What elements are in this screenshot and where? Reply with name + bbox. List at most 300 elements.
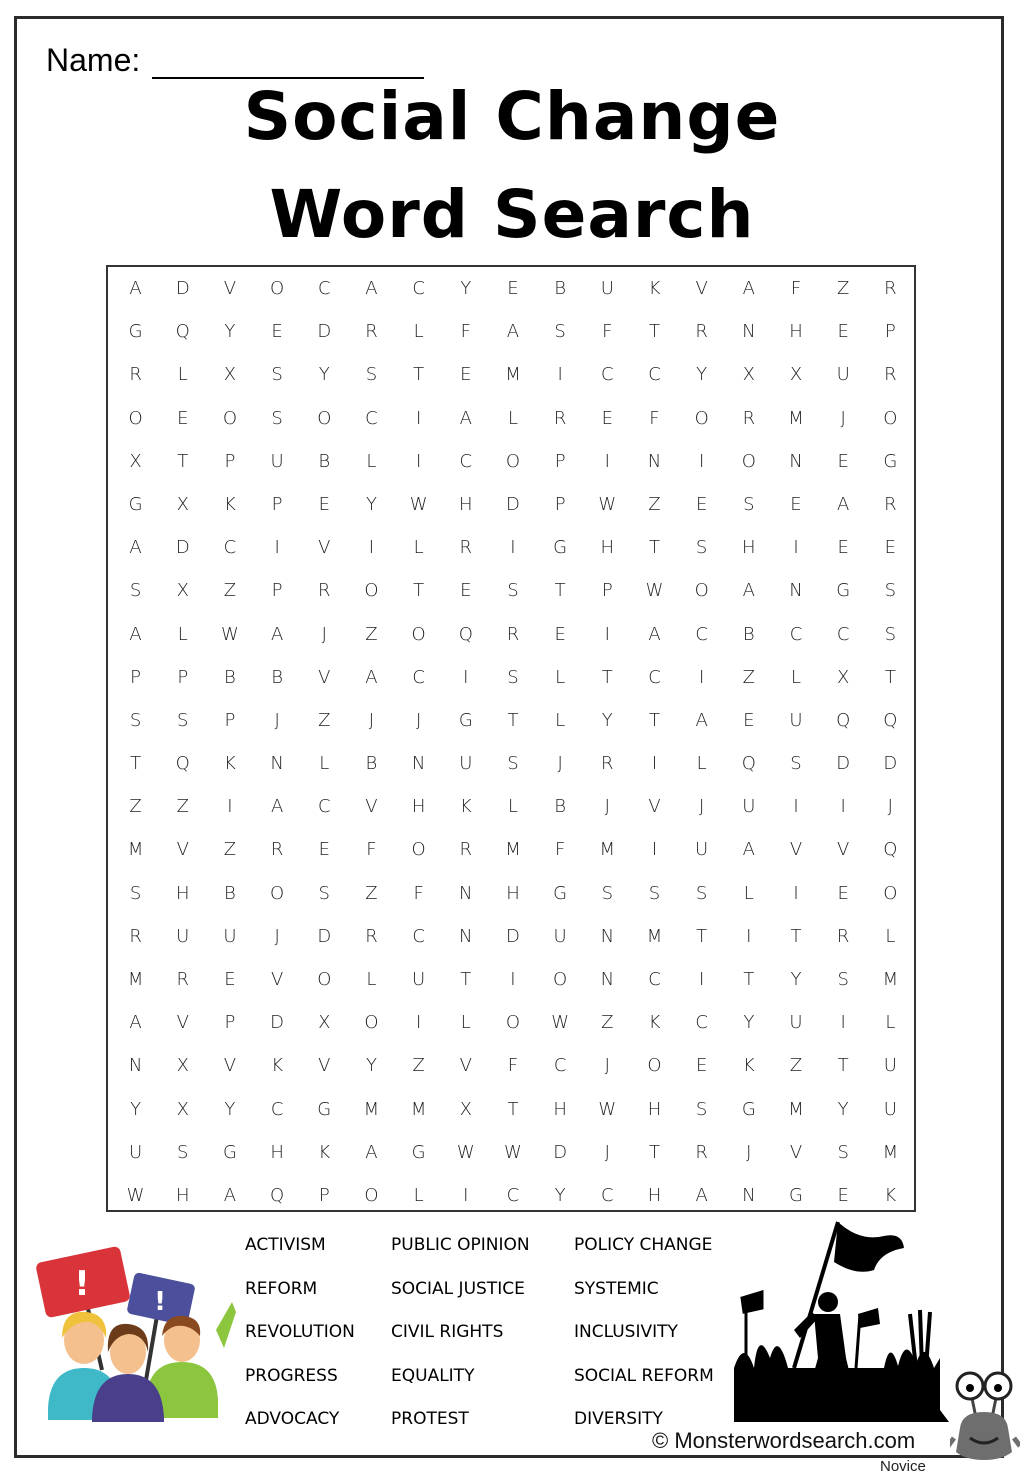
letter-grid[interactable] [106,265,916,1212]
grid-cell[interactable]: G [553,537,568,559]
grid-cell[interactable]: E [271,321,283,343]
grid-cell[interactable]: W [645,580,664,602]
grid-cell[interactable]: N [600,925,615,947]
grid-cell[interactable]: P [224,450,236,472]
grid-cell[interactable]: G [458,709,473,731]
grid-cell[interactable]: A [506,321,520,343]
grid-cell[interactable]: S [648,882,661,904]
grid-cell[interactable]: E [460,364,472,386]
grid-cell[interactable]: A [129,1012,142,1034]
grid-cell[interactable]: S [884,623,897,645]
grid-cell[interactable]: C [648,666,661,688]
grid-cell[interactable]: V [789,839,803,861]
grid-cell[interactable]: D [506,925,520,947]
grid-cell[interactable]: T [648,1141,660,1163]
grid-cell[interactable]: T [413,364,425,386]
grid-cell[interactable]: Y [601,709,613,731]
grid-cell[interactable]: D [175,278,190,299]
grid-cell[interactable]: I [510,969,516,990]
grid-cell[interactable]: Z [223,839,237,861]
grid-cell[interactable]: B [554,796,567,818]
grid-cell[interactable]: W [456,1141,475,1163]
grid-cell[interactable]: O [505,450,521,472]
grid-cell[interactable]: O [270,278,285,299]
grid-cell[interactable]: E [695,1055,708,1077]
grid-cell[interactable]: S [129,709,142,731]
grid-cell[interactable]: M [646,925,663,947]
grid-cell[interactable]: E [177,407,189,429]
grid-cell[interactable]: U [789,1012,803,1034]
grid-cell[interactable]: R [270,839,284,861]
grid-cell[interactable]: J [840,407,846,429]
grid-cell[interactable]: S [884,580,897,602]
grid-cell[interactable]: A [742,839,755,861]
grid-cell[interactable]: P [224,709,236,731]
grid-cell[interactable]: M [788,1098,804,1120]
grid-cell[interactable]: C [412,925,425,947]
grid-cell[interactable]: L [319,753,330,775]
grid-cell[interactable]: L [885,925,896,947]
grid-cell[interactable]: V [223,1055,237,1077]
grid-cell[interactable]: X [223,364,237,386]
grid-cell[interactable]: P [884,321,896,343]
grid-cell[interactable]: O [270,882,285,904]
grid-cell[interactable]: E [837,1184,849,1206]
grid-cell[interactable]: I [463,666,469,688]
grid-cell[interactable]: R [365,925,378,947]
grid-cell[interactable]: E [837,321,849,343]
grid-cell[interactable]: L [177,364,188,386]
grid-cell[interactable]: C [412,666,425,688]
grid-cell[interactable]: O [317,407,332,429]
grid-cell[interactable]: I [651,753,658,775]
grid-cell[interactable]: U [600,278,614,299]
grid-cell[interactable]: D [175,537,190,559]
grid-cell[interactable]: M [363,1098,380,1120]
grid-cell[interactable]: C [601,364,614,386]
grid-cell[interactable]: Y [130,1098,142,1120]
grid-cell[interactable]: D [883,753,898,775]
grid-cell[interactable]: C [365,407,378,429]
grid-cell[interactable]: H [175,1184,190,1206]
grid-cell[interactable]: R [129,925,142,947]
grid-cell[interactable]: H [647,1098,662,1120]
grid-cell[interactable]: E [743,709,755,731]
grid-cell[interactable]: Z [223,580,237,602]
grid-cell[interactable]: M [505,839,521,861]
grid-cell[interactable]: A [459,407,472,429]
grid-cell[interactable]: S [601,882,614,904]
grid-cell[interactable]: U [836,364,850,386]
grid-cell[interactable]: K [884,1184,897,1206]
grid-cell[interactable]: A [129,623,142,645]
grid-cell[interactable]: Y [696,364,708,386]
grid-cell[interactable]: K [224,493,236,515]
grid-cell[interactable]: A [365,278,378,299]
grid-cell[interactable]: J [698,796,705,818]
grid-cell[interactable]: S [507,580,519,602]
grid-cell[interactable]: V [318,537,331,559]
grid-cell[interactable]: Q [883,709,898,731]
grid-cell[interactable]: C [317,278,331,299]
grid-cell[interactable]: N [459,882,473,904]
grid-cell[interactable]: Z [412,1055,425,1077]
grid-cell[interactable]: R [553,407,567,429]
grid-cell[interactable]: U [553,925,567,947]
grid-cell[interactable]: E [318,839,330,861]
grid-cell[interactable]: M [882,969,899,990]
grid-cell[interactable]: I [840,796,846,818]
grid-cell[interactable]: H [742,537,756,559]
grid-cell[interactable]: T [460,969,472,990]
grid-cell[interactable]: C [506,1184,520,1206]
grid-cell[interactable]: G [836,580,851,602]
grid-cell[interactable]: O [505,1012,521,1034]
grid-cell[interactable]: Q [458,623,473,645]
grid-cell[interactable]: V [648,796,661,818]
grid-cell[interactable]: C [648,969,661,990]
grid-cell[interactable]: T [413,580,425,602]
grid-cell[interactable]: Y [743,1012,755,1034]
grid-cell[interactable]: O [883,882,898,904]
grid-cell[interactable]: S [743,493,755,515]
grid-cell[interactable]: S [695,882,708,904]
grid-cell[interactable]: Z [365,623,378,645]
grid-cell[interactable]: J [274,709,280,731]
grid-cell[interactable]: K [271,1055,283,1077]
grid-cell[interactable]: S [129,580,142,602]
grid-cell[interactable]: R [695,1141,708,1163]
grid-cell[interactable]: H [459,493,473,515]
grid-cell[interactable]: A [129,278,142,299]
grid-cell[interactable]: Y [318,364,330,386]
grid-cell[interactable]: X [176,493,189,515]
grid-cell[interactable]: O [694,580,709,602]
grid-cell[interactable]: N [270,753,284,775]
grid-cell[interactable]: R [836,925,850,947]
grid-cell[interactable]: T [130,753,142,775]
grid-cell[interactable]: W [221,623,239,645]
grid-cell[interactable]: O [553,969,568,990]
grid-cell[interactable]: M [127,839,144,861]
grid-cell[interactable]: O [411,623,426,645]
grid-cell[interactable]: J [604,1055,610,1077]
grid-cell[interactable]: L [885,1012,896,1034]
grid-cell[interactable]: T [601,666,613,688]
grid-cell[interactable]: J [604,1141,610,1163]
grid-cell[interactable]: C [270,1098,284,1120]
grid-cell[interactable]: G [789,1184,803,1206]
grid-cell[interactable]: Q [741,753,756,775]
grid-cell[interactable]: H [553,1098,567,1120]
grid-cell[interactable]: N [128,1055,143,1077]
grid-cell[interactable]: L [413,537,424,559]
grid-cell[interactable]: Y [554,1184,566,1206]
grid-cell[interactable]: O [694,407,709,429]
grid-cell[interactable]: T [837,1055,849,1077]
grid-cell[interactable]: Z [318,709,331,731]
grid-cell[interactable]: I [557,364,563,386]
grid-cell[interactable]: N [789,450,803,472]
grid-cell[interactable]: T [507,709,519,731]
grid-cell[interactable]: I [698,450,705,472]
grid-cell[interactable]: R [365,321,378,343]
grid-cell[interactable]: G [222,1141,237,1163]
grid-cell[interactable]: J [321,623,327,645]
grid-cell[interactable]: Z [742,666,755,688]
grid-cell[interactable]: A [648,623,661,645]
grid-cell[interactable]: F [649,407,660,429]
grid-cell[interactable]: P [271,493,283,515]
grid-cell[interactable]: C [836,623,850,645]
grid-cell[interactable]: W [504,1141,522,1163]
grid-cell[interactable]: U [883,1055,897,1077]
grid-cell[interactable]: B [742,623,755,645]
grid-cell[interactable]: T [507,1098,519,1120]
grid-cell[interactable]: R [884,493,897,515]
grid-cell[interactable]: A [837,493,850,515]
grid-cell[interactable]: O [364,580,379,602]
grid-cell[interactable]: V [270,969,284,990]
grid-cell[interactable]: W [598,1098,617,1120]
grid-cell[interactable]: Y [224,1098,236,1120]
grid-cell[interactable]: E [554,623,566,645]
grid-cell[interactable]: U [789,709,803,731]
grid-cell[interactable]: L [507,407,518,429]
grid-cell[interactable]: R [459,839,473,861]
grid-cell[interactable]: B [224,882,236,904]
grid-cell[interactable]: E [884,537,897,559]
grid-cell[interactable]: S [365,364,378,386]
grid-cell[interactable]: E [837,450,849,472]
grid-cell[interactable]: S [318,882,330,904]
grid-cell[interactable]: I [651,839,658,861]
grid-cell[interactable]: N [647,450,662,472]
grid-cell[interactable]: P [554,450,566,472]
grid-cell[interactable]: E [695,493,708,515]
grid-cell[interactable]: R [695,321,708,343]
grid-cell[interactable]: A [129,537,142,559]
grid-cell[interactable]: T [648,709,660,731]
grid-cell[interactable]: B [318,450,331,472]
grid-cell[interactable]: E [318,493,330,515]
grid-cell[interactable]: D [506,493,520,515]
grid-cell[interactable]: G [128,321,143,343]
grid-cell[interactable]: S [177,709,189,731]
grid-cell[interactable]: O [883,407,898,429]
grid-cell[interactable]: A [223,1184,237,1206]
grid-cell[interactable]: C [553,1055,567,1077]
grid-cell[interactable]: U [128,1141,143,1163]
grid-cell[interactable]: A [742,278,755,299]
grid-cell[interactable]: Y [224,321,236,343]
grid-cell[interactable]: U [459,753,473,775]
grid-cell[interactable]: S [837,1141,849,1163]
grid-cell[interactable]: E [460,580,472,602]
grid-cell[interactable]: I [510,537,516,559]
grid-cell[interactable]: R [884,278,897,299]
grid-cell[interactable]: L [366,969,377,990]
grid-cell[interactable]: Y [837,1098,849,1120]
grid-cell[interactable]: C [695,1012,708,1034]
grid-cell[interactable]: Y [365,493,377,515]
grid-cell[interactable]: U [176,925,190,947]
grid-cell[interactable]: H [411,796,426,818]
grid-cell[interactable]: B [554,278,567,299]
grid-cell[interactable]: X [318,1012,331,1034]
grid-cell[interactable]: I [698,969,705,990]
grid-cell[interactable]: U [742,796,756,818]
grid-cell[interactable]: U [883,1098,897,1120]
grid-cell[interactable]: H [600,537,615,559]
grid-cell[interactable]: V [318,666,331,688]
grid-cell[interactable]: P [554,493,566,515]
grid-cell[interactable]: E [224,969,236,990]
grid-cell[interactable]: G [741,1098,756,1120]
grid-cell[interactable]: R [506,623,520,645]
grid-cell[interactable]: Q [270,1184,285,1206]
grid-cell[interactable]: I [463,1184,469,1206]
grid-cell[interactable]: F [554,839,566,861]
grid-cell[interactable]: L [790,666,801,688]
grid-cell[interactable]: R [601,753,614,775]
grid-cell[interactable]: L [507,796,518,818]
grid-cell[interactable]: R [129,364,142,386]
grid-cell[interactable]: R [318,580,331,602]
grid-cell[interactable]: P [271,580,283,602]
grid-cell[interactable]: A [695,709,708,731]
grid-cell[interactable]: Z [176,796,189,818]
grid-cell[interactable]: G [128,493,143,515]
grid-cell[interactable]: S [507,753,519,775]
grid-cell[interactable]: W [126,1184,145,1206]
grid-cell[interactable]: R [176,969,190,990]
grid-cell[interactable]: A [270,623,284,645]
grid-cell[interactable]: L [413,1184,424,1206]
grid-cell[interactable]: C [789,623,803,645]
grid-cell[interactable]: M [882,1141,899,1163]
grid-cell[interactable]: U [223,925,237,947]
grid-cell[interactable]: W [551,1012,570,1034]
grid-cell[interactable]: U [412,969,426,990]
grid-cell[interactable]: Z [789,1055,803,1077]
grid-cell[interactable]: C [695,623,708,645]
grid-cell[interactable]: I [368,537,375,559]
grid-cell[interactable]: J [604,796,610,818]
grid-cell[interactable]: X [742,364,755,386]
grid-cell[interactable]: V [837,839,850,861]
grid-cell[interactable]: D [317,925,332,947]
grid-cell[interactable]: X [176,1055,189,1077]
grid-cell[interactable]: F [602,321,613,343]
grid-cell[interactable]: T [648,537,660,559]
grid-cell[interactable]: N [742,1184,756,1206]
grid-cell[interactable]: R [884,364,897,386]
grid-cell[interactable]: Q [836,709,851,731]
grid-cell[interactable]: E [837,882,849,904]
grid-cell[interactable]: H [789,321,803,343]
grid-cell[interactable]: I [793,796,799,818]
grid-cell[interactable]: O [317,969,332,990]
grid-cell[interactable]: O [741,450,756,472]
grid-cell[interactable]: J [887,796,893,818]
grid-cell[interactable]: I [840,1012,846,1034]
grid-cell[interactable]: X [129,450,142,472]
grid-cell[interactable]: I [604,623,610,645]
grid-cell[interactable]: C [412,278,425,299]
grid-cell[interactable]: G [411,1141,426,1163]
grid-cell[interactable]: I [698,666,705,688]
grid-cell[interactable]: S [507,666,519,688]
grid-cell[interactable]: T [648,321,660,343]
grid-cell[interactable]: S [695,1098,708,1120]
grid-cell[interactable]: I [746,925,752,947]
grid-cell[interactable]: K [459,796,472,818]
grid-cell[interactable]: T [554,580,566,602]
grid-cell[interactable]: P [177,666,189,688]
grid-cell[interactable]: V [176,1012,189,1034]
grid-cell[interactable]: K [648,278,661,299]
grid-cell[interactable]: J [415,709,422,731]
grid-cell[interactable]: E [507,278,519,299]
grid-cell[interactable]: N [459,925,473,947]
grid-cell[interactable]: I [415,407,422,429]
grid-cell[interactable]: S [554,321,566,343]
grid-cell[interactable]: R [742,407,756,429]
grid-cell[interactable]: U [270,450,284,472]
grid-cell[interactable]: Y [790,969,802,990]
grid-cell[interactable]: Z [129,796,142,818]
grid-cell[interactable]: V [223,278,237,299]
grid-cell[interactable]: B [224,666,236,688]
grid-cell[interactable]: E [601,407,613,429]
grid-cell[interactable]: M [599,839,616,861]
grid-cell[interactable]: G [317,1098,332,1120]
grid-cell[interactable]: X [459,1098,472,1120]
grid-cell[interactable]: I [415,450,422,472]
grid-cell[interactable]: F [507,1055,519,1077]
grid-cell[interactable]: O [411,839,426,861]
grid-cell[interactable]: K [742,1055,755,1077]
grid-cell[interactable]: D [270,1012,285,1034]
grid-cell[interactable]: J [557,753,563,775]
grid-cell[interactable]: K [224,753,236,775]
grid-cell[interactable]: I [793,882,799,904]
grid-cell[interactable]: Z [648,493,661,515]
grid-cell[interactable]: E [837,537,849,559]
grid-cell[interactable]: I [415,1012,422,1034]
grid-cell[interactable]: Q [175,753,190,775]
grid-cell[interactable]: J [274,925,280,947]
grid-cell[interactable]: C [223,537,237,559]
grid-cell[interactable]: W [409,493,428,515]
grid-cell[interactable]: T [743,969,755,990]
name-input-line[interactable] [152,47,424,79]
grid-cell[interactable]: O [222,407,238,429]
grid-cell[interactable]: O [647,1055,662,1077]
grid-cell[interactable]: W [598,493,617,515]
grid-cell[interactable]: T [884,666,896,688]
grid-cell[interactable]: T [790,925,802,947]
grid-cell[interactable]: B [365,753,378,775]
grid-cell[interactable]: S [271,407,283,429]
grid-cell[interactable]: C [648,364,661,386]
grid-cell[interactable]: L [743,882,754,904]
grid-cell[interactable]: A [695,1184,708,1206]
grid-cell[interactable]: F [413,882,424,904]
grid-cell[interactable]: N [411,753,426,775]
grid-cell[interactable]: S [837,969,849,990]
